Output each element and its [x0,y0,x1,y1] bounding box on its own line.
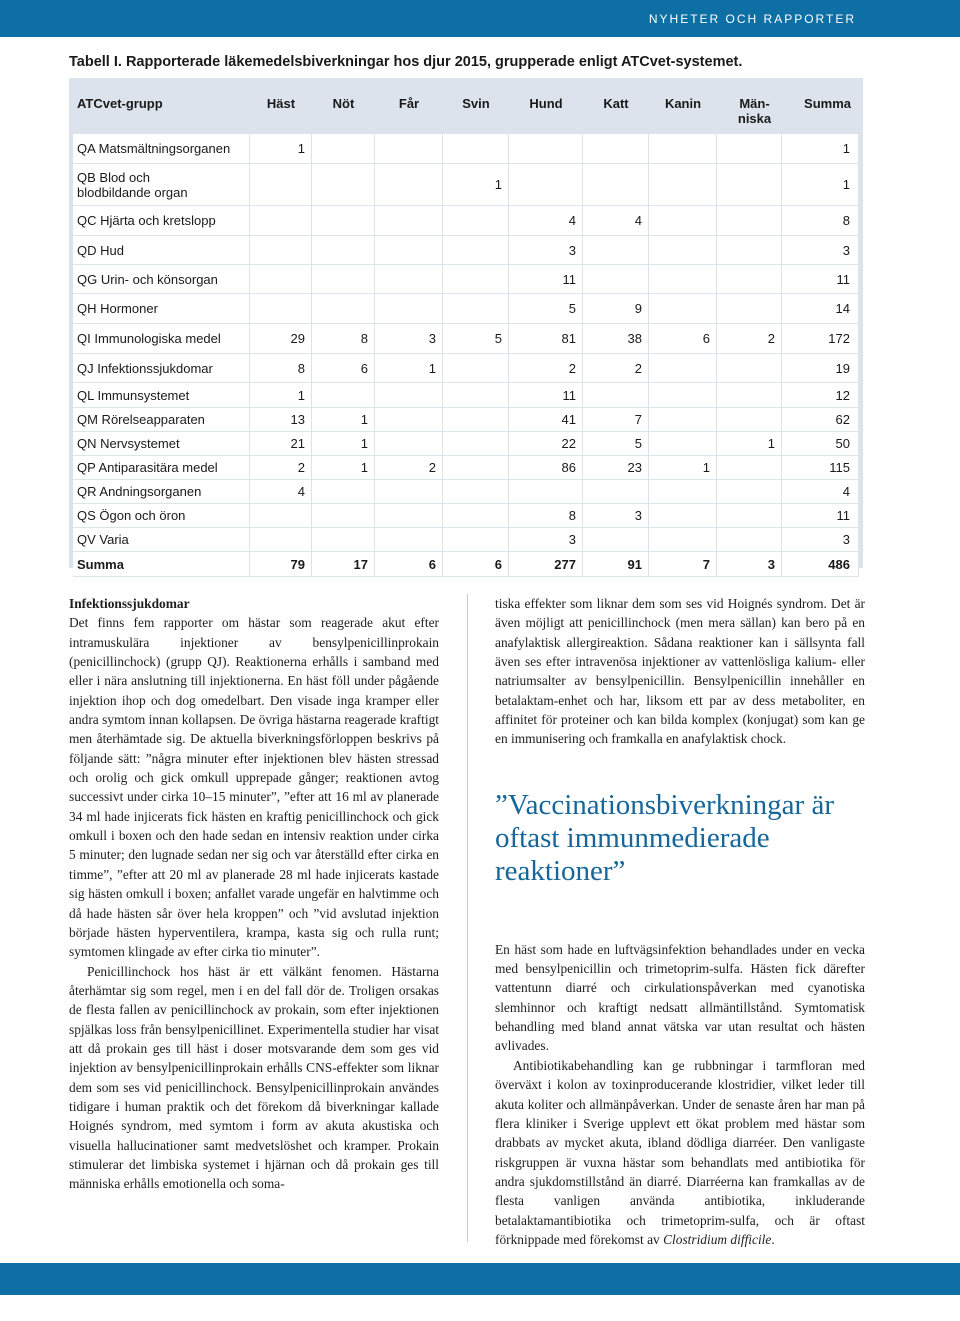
table-cell: 8 [312,324,375,354]
row-label: QG Urin- och könsorgan [73,265,250,294]
table-cell: 4 [250,480,312,504]
table-cell [717,206,782,236]
table-row [73,265,859,294]
row-label: QI Immunologiska medel [73,324,250,354]
atcvet-table [73,82,859,577]
column-header: Svin [462,96,490,111]
row-sum-cell: 50 [782,432,859,456]
column-divider [467,594,468,1242]
table-cell [717,164,782,206]
table-cell [649,206,717,236]
table-cell: 6 [375,552,443,577]
table-row [73,164,859,206]
column-header: Får [398,96,420,111]
column-header: Kanin [664,96,702,111]
table-cell [583,134,649,164]
table-cell: 11 [509,265,583,294]
row-sum-cell: 8 [782,206,859,236]
table-cell [312,294,375,324]
table-cell: 86 [509,456,583,480]
row-label: QR Andningsorganen [73,480,250,504]
table-cell [375,164,443,206]
table-cell: 5 [443,324,509,354]
table-cell [375,236,443,265]
row-sum-cell: 11 [782,265,859,294]
table-cell: 2 [509,354,583,383]
table-cell: 2 [375,456,443,480]
table-cell [375,294,443,324]
column-header: Hund [529,96,563,111]
table-cell [312,265,375,294]
table-cell: 1 [312,432,375,456]
table-row [73,236,859,265]
row-sum-cell: 1 [782,164,859,206]
table-cell: 3 [583,504,649,528]
table-cell [375,432,443,456]
table-cell [375,528,443,552]
paragraph: tiska effekter som liknar dem som ses vid Hoignés syndrom. Det är även möjligt att penicillinchock (men mera sällan) kan bero på en anafylaktisk allergireaktion. Sådana reaktioner kan i sällsynta fall även ses efter intravenösa injektioner av vattenlösliga kalium- eller natriumsalter av bensylpenicillin. Bensylpenicillin innehåller en betalaktam-enhet och har, liksom ett par av dess metaboliter, en affinitet för proteiner och kan bilda komplex (konjugat) som kan ge en immunisering och framkalla en anafylaktisk chock. [495,596,865,747]
table-caption: Tabell I. Rapporterade läkemedelsbiverkningar hos djur 2015, grupperade enligt ATCvet-systemet. [69,54,743,70]
table-cell [250,206,312,236]
table-cell: 17 [312,552,375,577]
pull-quote: ”Vaccinationsbiverkningar är oftast immunmedierade reaktioner” [495,788,834,887]
table-cell [649,504,717,528]
table-total-row [73,552,859,577]
table-cell [312,134,375,164]
table-cell [443,354,509,383]
table-cell: 2 [717,324,782,354]
table-cell [717,294,782,324]
table-row [73,294,859,324]
table-cell: 7 [649,552,717,577]
table-row [73,383,859,408]
table-row [73,480,859,504]
table-panel [69,78,863,572]
row-label: QA Matsmältningsorganen [73,134,250,164]
table-cell: 2 [250,456,312,480]
column-header: Häst [266,96,296,111]
row-sum-cell: 3 [782,236,859,265]
table-cell [375,134,443,164]
row-label: QB Blod och blodbildande organ [73,164,250,206]
table-cell [443,480,509,504]
column-header: ATCvet-grupp [77,96,163,111]
table-cell [583,528,649,552]
table-cell: 13 [250,408,312,432]
row-label: QP Antiparasitära medel [73,456,250,480]
table-cell [649,432,717,456]
table-cell [250,528,312,552]
table-cell [250,236,312,265]
row-label: QV Varia [73,528,250,552]
table-cell [375,265,443,294]
table-cell [583,480,649,504]
row-label: Summa [73,552,250,577]
row-label: QJ Infektionssjukdomar [73,354,250,383]
table-cell [443,383,509,408]
table-cell [312,504,375,528]
table-cell [649,354,717,383]
row-label: QL Immunsystemet [73,383,250,408]
table-cell [509,134,583,164]
row-sum-cell: 115 [782,456,859,480]
table-cell: 21 [250,432,312,456]
row-sum-cell: 486 [782,552,859,577]
row-sum-cell: 14 [782,294,859,324]
table-cell [717,504,782,528]
article-column-left [69,594,439,1194]
table-cell [443,206,509,236]
section-title: NYHETER OCH RAPPORTER [648,12,856,26]
row-sum-cell: 172 [782,324,859,354]
paragraph: Penicillinchock hos häst är ett välkänt fenomen. Hästarna återhämtar sig som regel, men i en del fall dör de. Troligen orsakas de flesta fallen av penicillinchock av prokain, som efter injektionen spjälkas loss från bensylpenicillinet. Experimentella studier har visat att då prokain ges till häst i doser motsvarande dem som ges vid injektion av bensylpenicillinprokain erhålls CNS-effekter som liknar dem som ses vid penicillinchock. Bensylpenicillinprokain användes tidigare i human praktik och det förekom då biverkningar kallade Hoignés syndrom, med symtom i form av akuta akustiska och visuella hallucinationer samt medvetslöshet och kramper. Prokain stimulerar det limbiska systemet i hjärnan och då prokain ges till människa erhålls emotionella och soma- [69,963,439,1192]
table-cell [312,236,375,265]
table-cell: 8 [509,504,583,528]
table-cell [375,480,443,504]
table-cell [250,164,312,206]
table-cell [717,354,782,383]
table-cell: 6 [312,354,375,383]
row-sum-cell: 12 [782,383,859,408]
table-cell [649,134,717,164]
table-cell: 41 [509,408,583,432]
table-cell: 3 [375,324,443,354]
table-row [73,206,859,236]
table-cell: 2 [583,354,649,383]
article-column-right [495,594,865,1249]
table-cell [312,480,375,504]
table-cell [509,480,583,504]
table-cell: 4 [583,206,649,236]
column-header: Nöt [332,96,355,111]
table-row [73,408,859,432]
table-row [73,504,859,528]
table-cell: 5 [583,432,649,456]
table-cell [583,383,649,408]
table-cell: 38 [583,324,649,354]
table-cell: 8 [250,354,312,383]
table-cell: 1 [443,164,509,206]
table-cell: 6 [443,552,509,577]
table-row [73,432,859,456]
table-cell [717,265,782,294]
table-cell [312,383,375,408]
table-cell [583,265,649,294]
row-sum-cell: 11 [782,504,859,528]
table-cell [717,480,782,504]
table-cell [717,456,782,480]
row-sum-cell: 19 [782,354,859,383]
table-cell: 6 [649,324,717,354]
table-cell [717,134,782,164]
table-cell [649,383,717,408]
paragraph-end: . [771,1231,775,1247]
table-cell [443,236,509,265]
table-cell [443,456,509,480]
table-cell [443,528,509,552]
column-header: Katt [603,96,629,111]
table-cell: 91 [583,552,649,577]
table-cell: 23 [583,456,649,480]
paragraph: Det finns fem rapporter om hästar som reagerade akut efter intramuskulära injektioner av bensylpenicillinprokain (penicillinchock) (grupp QJ). Reaktionerna erhålls i samband med eller i nära anslutning till injektionerna. En häst föll under pågående injektion ihop och dog omedelbart. Den visade inga kramper eller andra symtom innan kollapsen. De övriga hästarna reagerade kraftigt men återhämtade sig. De aktuella biverkningsförloppen beskrivs på följande sätt: ”några minuter efter injektionen blev hästen stressad och orolig och gick omkull upprepade gånger; reaktionen avtog successivt under cirka 10–15 minuter”, ”efter att 16 ml av planerade 34 ml hade injicerats fick hästen en kraftig penicillinchock och gick omkull i boxen och den hade sedan en intensiv reaktion under cirka 5 minuter; den lugnade sedan ner sig och var återställd efter cirka en timme”, ”efter att 20 ml av planerade 28 ml hade injicerats kastade sig hästen omkull i boxen; anfallet varade ungefär en halvtimme och då hade hästen sår över hela kroppen” och ”vid avslutad injektion började hästen hyperventilera, krampa, kasta sig och rulla runt; symtomen klingade av efter cirka tio minuter”. [69,615,439,960]
table-cell: 1 [250,383,312,408]
table-cell [717,408,782,432]
article-heading: Infektionssjukdomar [69,596,190,611]
table-row [73,528,859,552]
table-cell [443,432,509,456]
row-sum-cell: 3 [782,528,859,552]
table-cell [312,206,375,236]
table-cell [250,294,312,324]
table-cell [649,236,717,265]
table-cell: 79 [250,552,312,577]
table-cell [509,164,583,206]
table-cell [312,164,375,206]
table-cell [717,236,782,265]
paragraph [495,1056,865,1249]
table-row [73,456,859,480]
row-label: QC Hjärta och kretslopp [73,206,250,236]
row-label: QD Hud [73,236,250,265]
table-cell: 5 [509,294,583,324]
table-cell [375,408,443,432]
footer-bar [0,1263,960,1295]
table-cell [250,504,312,528]
table-cell: 29 [250,324,312,354]
table-cell [312,528,375,552]
table-cell [649,164,717,206]
row-label: QM Rörelseapparaten [73,408,250,432]
paragraph-text: Antibiotikabehandling kan ge rubbningar i tarmfloran med överväxt i kolon av toxinproducerande klostridier, vilket leder till akuta koliter och allmänpåverkan. Under de senaste åren har man på flera kliniker i Sverige upplevt ett ökat problem med hästar som drabbats av mycket akuta, ibland dödliga diarréer. Den vanligaste riskgruppen är vuxna hästar som behandlats med antibiotika för andra sjukdomstillstånd än diarré. Diarréerna kan framkallas av de flesta vanligen använda antibiotika, inkluderande betalaktamantibiotika och trimetoprim-sulfa, och är oftast förknippade med förekomst av [495,1057,865,1247]
table-cell [649,480,717,504]
table-cell: 1 [250,134,312,164]
table-row [73,134,859,164]
section-header-bar [0,0,960,37]
table-cell: 3 [509,236,583,265]
table-cell [649,265,717,294]
table-cell: 1 [312,456,375,480]
table-cell: 7 [583,408,649,432]
table-cell: 4 [509,206,583,236]
row-sum-cell: 62 [782,408,859,432]
table-cell [375,206,443,236]
table-cell [443,504,509,528]
table-header-row [73,82,859,134]
table-cell: 3 [509,528,583,552]
column-header: Män-niska [737,96,772,126]
table-cell [375,504,443,528]
table-cell [717,383,782,408]
row-sum-cell: 1 [782,134,859,164]
table-cell [443,265,509,294]
table-cell [250,265,312,294]
row-label: QN Nervsystemet [73,432,250,456]
column-header: Summa [804,96,851,111]
table-cell: 1 [649,456,717,480]
table-cell: 81 [509,324,583,354]
table-cell: 1 [375,354,443,383]
table-row [73,324,859,354]
table-cell [443,294,509,324]
table-cell [649,408,717,432]
table-cell: 3 [717,552,782,577]
table-cell: 11 [509,383,583,408]
table-cell [583,164,649,206]
table-cell [443,408,509,432]
row-label: QS Ögon och öron [73,504,250,528]
table-cell [375,383,443,408]
table-row [73,354,859,383]
table-cell [649,294,717,324]
table-cell: 277 [509,552,583,577]
species-name: Clostridium difficile [663,1231,772,1247]
table-cell: 1 [312,408,375,432]
row-label: QH Hormoner [73,294,250,324]
paragraph: En häst som hade en luftvägsinfektion behandlades under en vecka med bensylpenicillin och trimetoprim-sulfa. Hästen fick därefter vattentunn diarré och cirkulationspåverkan med cyanotiska slemhinnor och kraftigt nedsatt allmäntillstånd. Symtomatisk behandling med bland annat vätska var utan resultat och hästen avlivades. [495,941,865,1054]
table-cell: 22 [509,432,583,456]
row-sum-cell: 4 [782,480,859,504]
table-cell [717,528,782,552]
table-cell [443,134,509,164]
table-cell: 9 [583,294,649,324]
table-cell [583,236,649,265]
table-cell: 1 [717,432,782,456]
table-cell [649,528,717,552]
